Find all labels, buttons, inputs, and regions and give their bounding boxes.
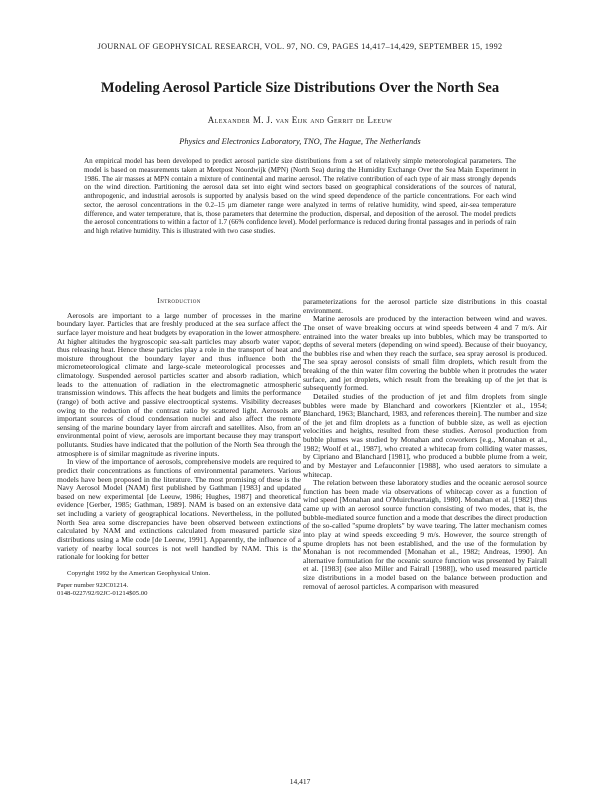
paper-authors: Alexander M. J. van Eijk and Gerrit de Leeuw xyxy=(207,115,393,125)
paper-affiliation: Physics and Electronics Laboratory, TNO, The Hague, The Netherlands xyxy=(179,137,421,146)
paper-number-line: Paper number 92JC01214. xyxy=(57,581,129,589)
copyright-line: Copyright 1992 by the American Geophysical Union. xyxy=(67,569,211,577)
intro-paragraph-1: Aerosols are important to a large number of processes in the marine boundary layer. Particles that are freshly produced at the sea surface affect the surface layer moisture and heat budgets by evaporation in the lower atmosphere. At higher altitudes the hygroscopic sea-salt particles may absorb water vapor, thus releasing heat. Hence these particles play a role in the transport of heat and moisture throughout the boundary layer and thus influence both the micrometeorological climate and large-scale meteorological processes and climatology. Suspended aerosol particles scatter and absorb radiation, which leads to the attenuation of radiation in the electromagnetic atmospheric transmission windows. This affects the heat budgets and limits the performance (range) of both active and passive electrooptical systems. Visibility decreases owing to the reduction of the contrast ratio by scattered light. Aerosols are important sources of cloud condensation nuclei and also affect the remote sensing of the marine boundary layer from aircraft and satellites. Also, from an environmental point of view, aerosols are important because they may transport pollutants. Studies have indicated that the pollution of the North Sea through the atmosphere is of similar magnitude as riverine inputs. xyxy=(57,310,301,458)
paper-title: Modeling Aerosol Particle Size Distributions Over the North Sea xyxy=(100,80,500,96)
issn-line: 0148-0227/92/92JC-01214$05.00 xyxy=(57,589,148,597)
journal-header: JOURNAL OF GEOPHYSICAL RESEARCH, VOL. 97, NO. C9, PAGES 14,417–14,429, SEPTEMBER 15, 1992 xyxy=(97,42,503,51)
copyright-footnote xyxy=(57,570,301,598)
abstract: An empirical model has been developed to predict aerosol particle size distributions from a set of relatively simple meteorological parameters. The model is based on measurements taken at Meetpost Noordwijk (MPN) (North Sea) during the Humidity Exchange Over the Sea Main Experiment in 1986. The air masses at MPN contain a mixture of continental and marine aerosol. The relative contribution of each type of air mass strongly depends on the wind direction. Partitioning the aerosol data set into eight wind sectors based on geographical considerations of the sources of natural, anthropogenic, and industrial aerosols is supported by analysis based on the wind speed dependence of the particle concentrations. For each wind sector, the aerosol concentrations in the 0.2–15 μm diameter range were analyzed in terms of relative humidity, wind speed, air-sea temperature difference, and water temperature, that is, those parameters that determine the production, dispersal, and deposition of the aerosol. The model predicts the aerosol concentrations to within a factor of 1.7 (66% confidence level). Model performance is reduced during frontal passages and in periods of rain and high relative humidity. This is illustrated with two case studies. xyxy=(84,157,516,235)
intro-paragraph-2: In view of the importance of aerosols, comprehensive models are required to predict their concentrations as functions of environmental parameters. Various models have been proposed in the literature. The most promising of these is the Navy Aerosol Model (NAM) first published by Gathman [1983] and updated based on new experimental [de Leeuw, 1986; Hughes, 1987] and theoretical evidence [Gerber, 1985; Gathman, 1989]. NAM is based on an extensive data set including a variety of geographical locations. Nevertheless, in the polluted North Sea area some discrepancies have been observed between extinctions calculated by NAM and extinctions calculated from measured particle size distributions using a Mie code [de Leeuw, 1991]. Apparently, the influence of a variety of nearby local sources is not well handled by NAM. This is the rationale for looking for better xyxy=(57,457,301,562)
left-column xyxy=(57,203,301,598)
right-paragraph-2: Detailed studies of the production of jet and film droplets from single bubbles were made by Blanchard and coworkers [Kientzler et al., 1954; Blanchard, 1963; Blanchard, 1983, and references therein]. The number and size of the jet and film droplets as a function of bubble size, as well as ejection velocities and heights, resulted from these studies. Aerosol production from bubble plumes was studied by Monahan and coworkers [e.g., Monahan et al., 1982; Woolf et al., 1987], who created a whitecap from colliding water masses, by Cipriano and Blanchard [1981], who produced a bubble plume from a weir, and by Mestayer and Lefauconnier [1988], who used aerators to simulate a whitecap. xyxy=(303,391,547,479)
right-column xyxy=(303,203,547,591)
page-number: 14,417 xyxy=(289,777,311,786)
section-heading-introduction: Introduction xyxy=(157,296,201,305)
right-paragraph-1: Marine aerosols are produced by the interaction between wind and waves. The onset of wave breaking occurs at wind speeds between 4 and 7 m/s. Air entrained into the water breaks up into bubbles, which may be transported to depths of several meters (depending on wind speed). Because of their buoyancy, the bubbles rise and when they reach the surface, sea spray aerosol is produced. The sea spray aerosol consists of small film droplets, which result from the breaking of the thin water film covering the bubble when it protrudes the water surface, and jet droplets, which result from the breaking up of the jet that is subsequently formed. xyxy=(303,314,547,393)
right-paragraph-3: The relation between these laboratory studies and the oceanic aerosol source function has been made via observations of whitecap cover as a function of wind speed [Monahan and O'Muircheartaigh, 1980]. Monahan et al. [1982] thus came up with an aerosol source function consisting of two modes, that is, the bubble-mediated source function and a mode that describes the direct production of the so-called "spume droplets" by wave tearing. The latter mechanism comes into play at wind speeds exceeding 9 m/s. However, the source strength of spume droplets has not been established, and the use of the formulation by Monahan is not recommended [Monahan et al., 1982; Andreas, 1990]. An alternative formulation for the oceanic source function was presented by Fairall et al. [1983] (see also Miller and Fairall [1988]), who used measured particle size distributions in a model based on the balance between production and removal of aerosol particles. A comparison with measured xyxy=(303,478,547,591)
right-paragraph-0: parameterizations for the aerosol particle size distributions in this coastal environment. xyxy=(303,297,547,315)
